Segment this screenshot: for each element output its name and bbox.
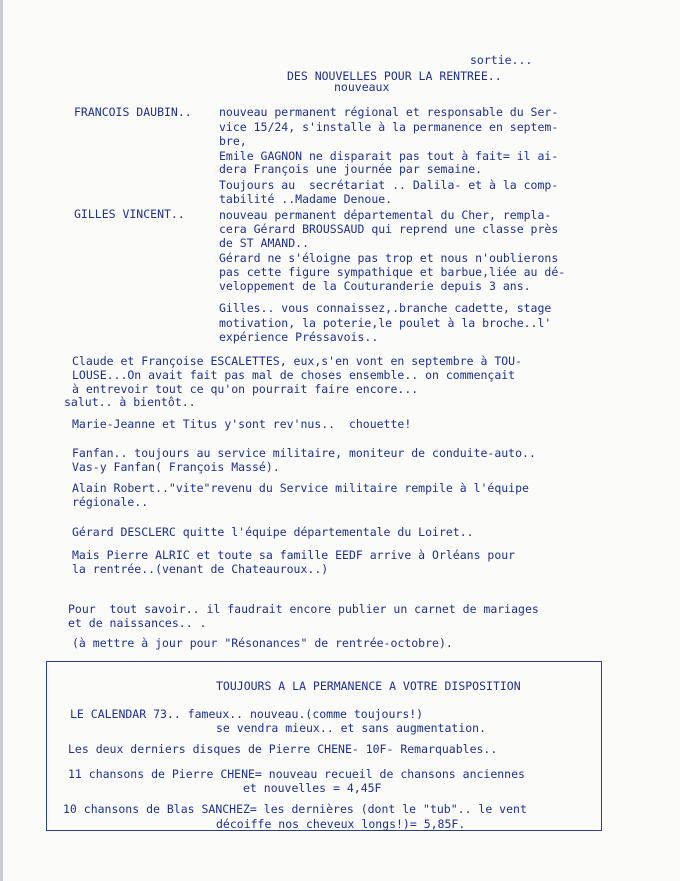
vincent-line: Gilles.. vous connaissez,.branche cadette, stage (219, 301, 552, 315)
vincent-line: veloppement de la Couturanderie depuis 3 ans. (219, 279, 531, 293)
fanfan-line: Fanfan.. toujours au service militaire, moniteur de conduite-auto.. (72, 446, 536, 460)
sanchez-line: 10 chansons de Blas SANCHEZ= les dernières (dont le "tub".. le vent (63, 802, 527, 816)
alric-line: Mais Pierre ALRIC et toute sa famille EEDF arrive à Orléans pour (72, 548, 516, 562)
page-title: DES NOUVELLES POUR LA RENTREE.. (287, 69, 502, 83)
sanchez-line: décoiffe nos cheveux longs!)= 5,85F. (216, 817, 466, 831)
daubin-name: FRANCOIS DAUBIN.. (74, 105, 192, 119)
desclerc-line: Gérard DESCLERC quitte l'équipe départementale du Loiret.. (72, 525, 474, 539)
vincent-line: cera Gérard BROUSSAUD qui reprend une classe près (219, 222, 559, 236)
fanfan-line: Vas-y Fanfan( François Massé). (72, 460, 280, 474)
daubin-line: vice 15/24, s'installe à la permanence en septem- (219, 120, 559, 134)
box-title: TOUJOURS A LA PERMANENCE A VOTRE DISPOSITION (216, 679, 521, 693)
escalettes-line: LOUSE...On avait fait pas mal de choses ensemble.. on commençait (72, 368, 516, 382)
escalettes-line: Claude et Françoise ESCALETTES, eux,s'en vont en septembre à TOU- (72, 354, 523, 368)
daubin-line: Emile GAGNON ne disparait pas tout à fait= il ai- (219, 149, 559, 163)
alric-line: la rentrée..(venant de Chateauroux..) (72, 562, 329, 576)
titus-line: Marie-Jeanne et Titus y'sont rev'nus.. chouette! (72, 417, 412, 431)
chene-line: 11 chansons de Pierre CHENE= nouveau recueil de chansons anciennes (68, 767, 525, 781)
alain-line: Alain Robert.."vite"revenu du Service militaire rempile à l'équipe (72, 481, 529, 495)
escalettes-line: salut.. à bientôt.. (64, 395, 196, 409)
vincent-name: GILLES VINCENT.. (74, 207, 185, 221)
savoir-line: (à mettre à jour pour "Résonances" de rentrée-octobre). (72, 636, 453, 650)
header-sortie: sortie... (470, 53, 533, 67)
calendar-line: se vendra mieux.. et sans augmentation. (216, 721, 487, 735)
vincent-line: motivation, la poterie,le poulet à la broche..l' (219, 316, 552, 330)
savoir-line: Pour tout savoir.. il faudrait encore publier un carnet de mariages (68, 602, 539, 616)
vincent-line: Gérard ne s'éloigne pas trop et nous n'oublierons (219, 251, 559, 265)
daubin-line: dera François une journée par semaine. (219, 162, 483, 176)
page-edge-shadow (0, 0, 3, 881)
daubin-line: nouveau permanent régional et responsable du Ser- (219, 105, 559, 119)
header-nouveaux: nouveaux (334, 80, 390, 94)
vincent-line: expérience Préssavois.. (219, 330, 379, 344)
escalettes-line: à entrevoir tout ce qu'on pourrait faire encore... (72, 382, 419, 396)
calendar-line: LE CALENDAR 73.. fameux.. nouveau.(comme toujours!) (70, 707, 424, 721)
daubin-line: tabilité ..Madame Denoue. (219, 192, 393, 206)
chene-line: et nouvelles = 4,45F (243, 781, 382, 795)
vincent-line: nouveau permanent départemental du Cher, rempla- (219, 208, 552, 222)
daubin-line: Toujours au secrétariat .. Dalila- et à la comp- (219, 178, 559, 192)
vincent-line: de ST AMAND.. (219, 236, 310, 250)
disques-line: Les deux derniers disques de Pierre CHENE- 10F- Remarquables.. (68, 742, 498, 756)
vincent-line: pas cette figure sympathique et barbue,liée au dé- (219, 265, 566, 279)
savoir-line: et de naissances.. . (68, 616, 207, 630)
daubin-line: bre, (219, 134, 247, 148)
alain-line: régionale.. (72, 495, 149, 509)
